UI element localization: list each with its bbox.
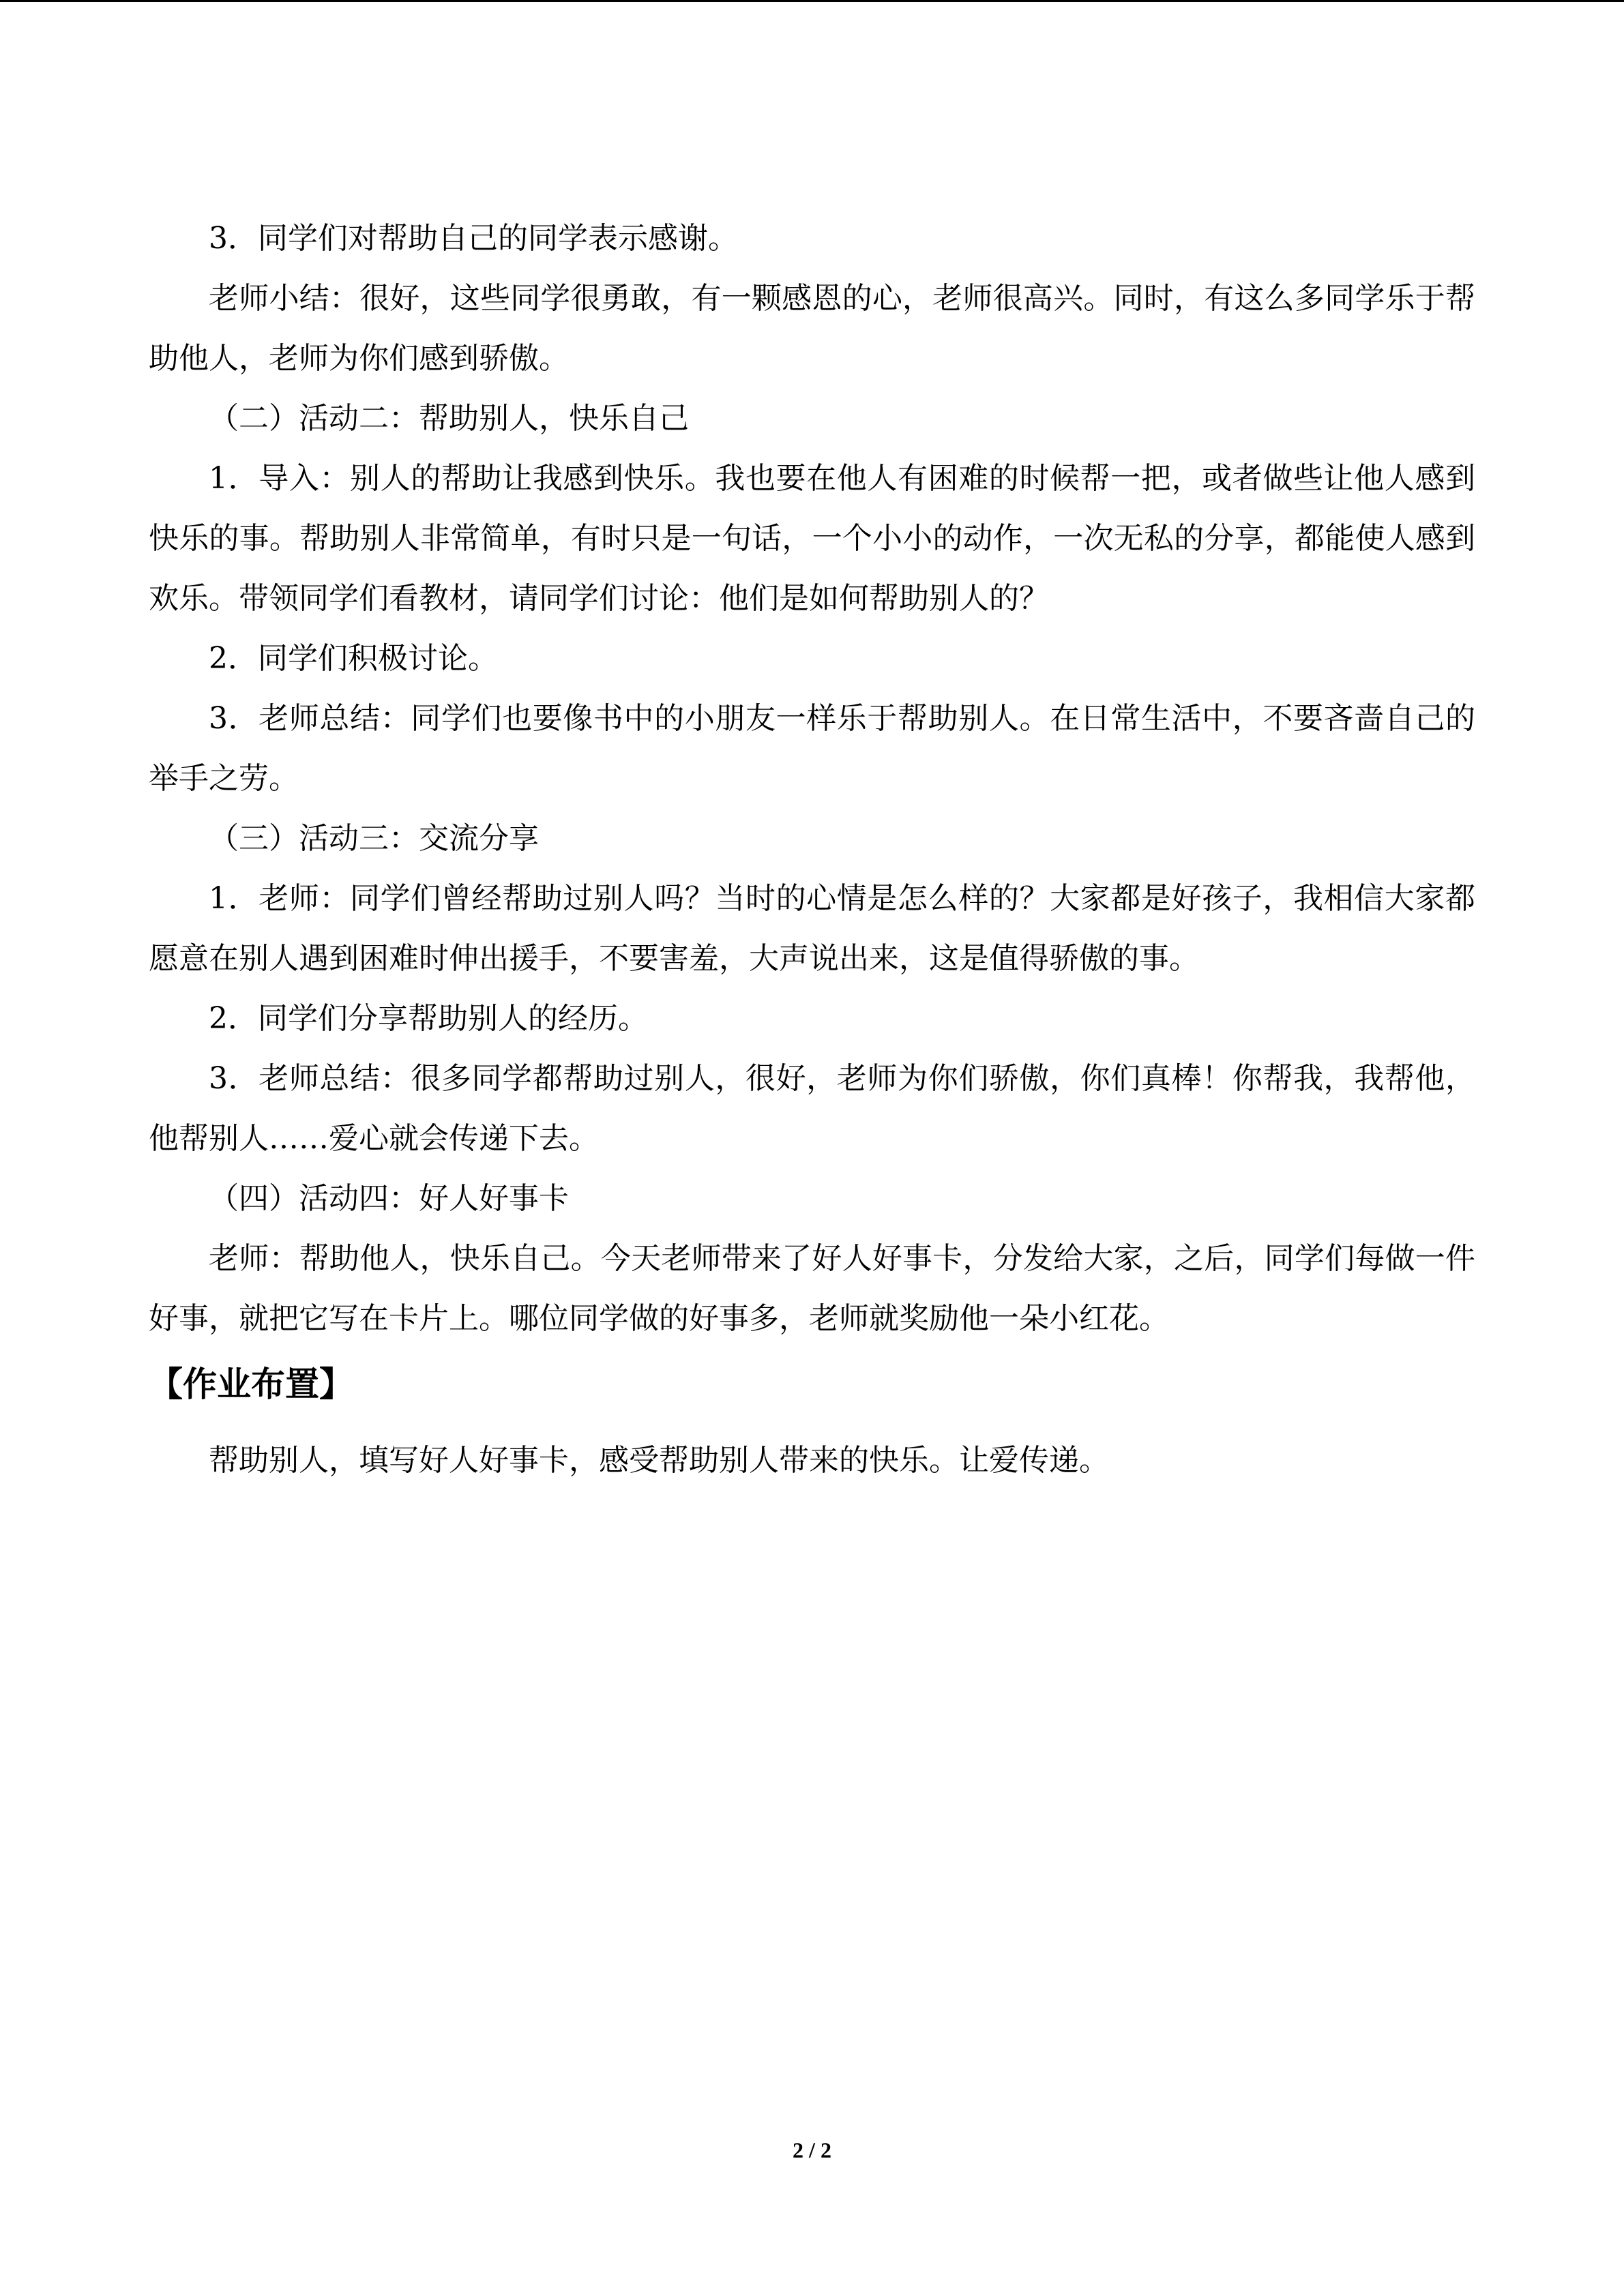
activity-four-heading: （四）活动四：好人好事卡	[209, 1181, 569, 1216]
activity-three-heading: （三）活动三：交流分享	[209, 821, 539, 856]
paragraph-sharing: 2．同学们分享帮助别人的经历。	[209, 1001, 648, 1036]
paragraph-discussion: 2．同学们积极讨论。	[209, 641, 498, 676]
paragraph-introduction: 1．导入：别人的帮助让我感到快乐。我也要在他人有困难的时候帮一把，或者做些让他人感到快乐的事。帮助别人非常简单，有时只是一句话，一个小小的动作，一次无私的分享，都能使人感到欢乐。带领同学们看教材，请同学们讨论：他们是如何帮助别人的？	[149, 461, 1475, 616]
page-number: 2 / 2	[793, 2138, 831, 2162]
paragraph-teacher-question: 1．老师：同学们曾经帮助过别人吗？当时的心情是怎么样的？大家都是好孩子，我相信大家都愿意在别人遇到困难时伸出援手，不要害羞，大声说出来，这是值得骄傲的事。	[149, 881, 1475, 976]
paragraph-teacher-praise: 3．老师总结：很多同学都帮助过别人，很好，老师为你们骄傲，你们真棒！你帮我，我帮他，他帮别人……爱心就会传递下去。	[149, 1061, 1475, 1156]
paragraph-teacher-conclusion: 3．老师总结：同学们也要像书中的小朋友一样乐于帮助别人。在日常生活中，不要吝啬自己的举手之劳。	[149, 701, 1475, 796]
activity-two-heading: （二）活动二：帮助别人，快乐自己	[209, 401, 689, 436]
homework-heading: 【作业布置】	[149, 1365, 353, 1404]
paragraph-teacher-summary: 老师小结：很好，这些同学很勇敢，有一颗感恩的心，老师很高兴。同时，有这么多同学乐于帮助他人，老师为你们感到骄傲。	[149, 281, 1475, 376]
paragraph-good-deed-card: 老师：帮助他人，快乐自己。今天老师带来了好人好事卡，分发给大家，之后，同学们每做一件好事，就把它写在卡片上。哪位同学做的好事多，老师就奖励他一朵小红花。	[149, 1241, 1475, 1336]
paragraph-homework: 帮助别人，填写好人好事卡，感受帮助别人带来的快乐。让爱传递。	[209, 1443, 1109, 1478]
paragraph-thanks: 3．同学们对帮助自己的同学表示感谢。	[209, 221, 738, 256]
document-body	[149, 209, 1475, 1491]
